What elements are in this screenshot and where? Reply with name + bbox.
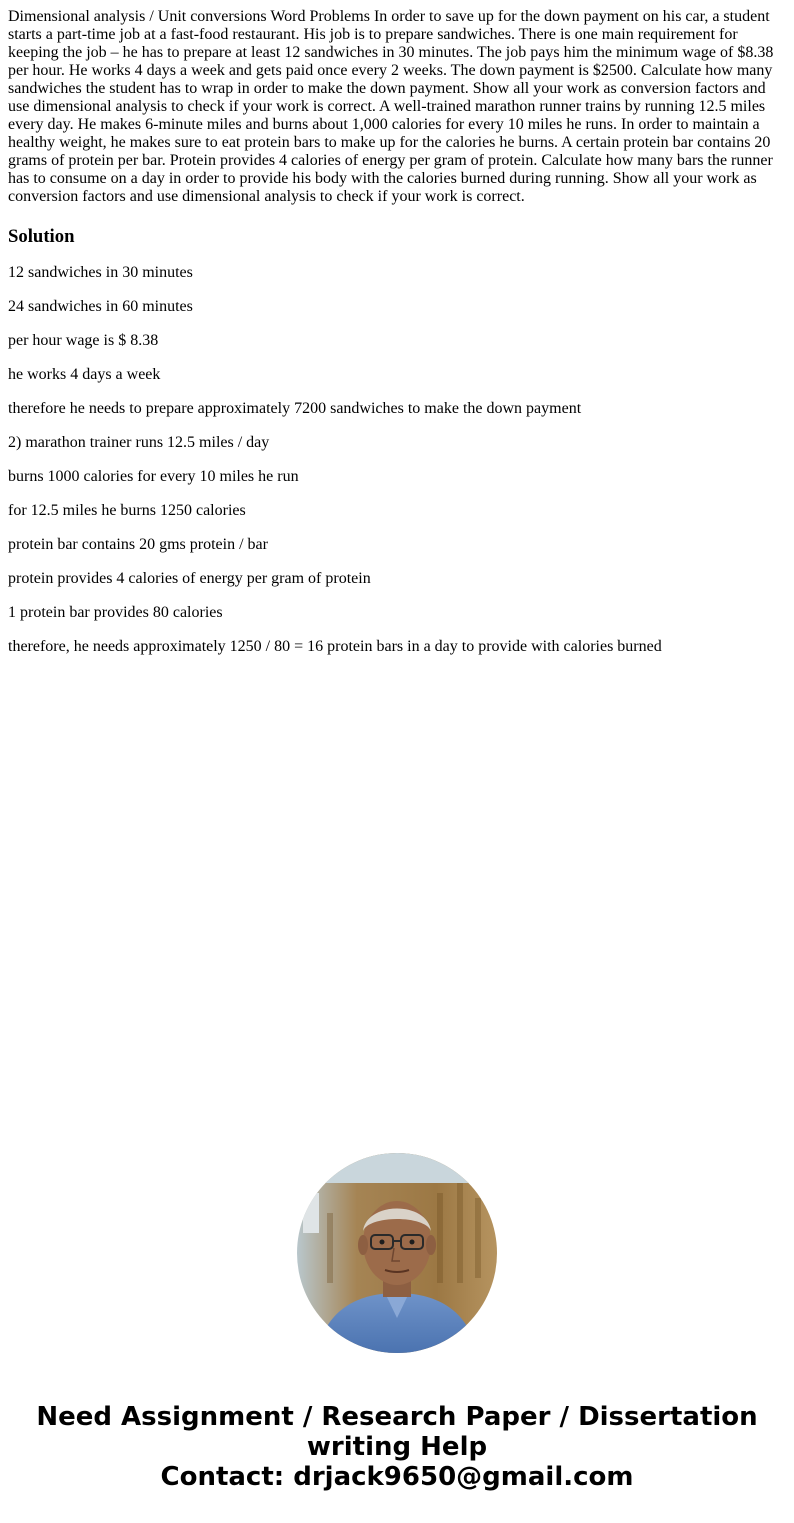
solution-line: he works 4 days a week: [8, 366, 161, 383]
cta-line-1: Need Assignment / Research Paper / Dissertation: [36, 1402, 758, 1432]
solution-line: burns 1000 calories for every 10 miles he run: [8, 468, 299, 485]
cta-line-2: writing Help: [306, 1432, 488, 1462]
solution-list: [8, 264, 778, 656]
solution-line: protein bar contains 20 gms protein / bar: [8, 536, 268, 553]
question-text: Dimensional analysis / Unit conversions Word Problems In order to save up for the down payment on his car, a student starts a part-time job at a fast-food restaurant. His job is to prepare sandwiches. There is one main requirement for keeping the job – he has to prepare at least 12 sandwiches in 30 minutes. The job pays him the minimum wage of $8.38 per hour. He works 4 days a week and gets paid once every 2 weeks. The down payment is $2500. Calculate how many sandwiches the student has to wrap in order to make the down payment. Show all your work as conversion factors and use dimensional analysis to check if your work is correct. A well-trained marathon runner trains by running 12.5 miles every day. He makes 6-minute miles and burns about 1,000 calories for every 10 miles he runs. In order to maintain a healthy weight, he makes sure to eat protein bars to make up for the calories he burns. A certain protein bar contains 20 grams of protein per bar. Protein provides 4 calories of energy per gram of protein. Calculate how many bars the runner has to consume on a day in order to provide his body with the calories burned during running. Show all your work as conversion factors and use dimensional analysis to check if your work is correct.: [8, 8, 774, 205]
solution-line: protein provides 4 calories of energy per gram of protein: [8, 570, 371, 587]
solution-line: therefore, he needs approximately 1250 / 80 = 16 protein bars in a day to provide with calories burned: [8, 638, 662, 655]
solution-line: 24 sandwiches in 60 minutes: [8, 298, 193, 315]
solution-line: for 12.5 miles he burns 1250 calories: [8, 502, 246, 519]
solution-line: 2) marathon trainer runs 12.5 miles / day: [8, 434, 270, 451]
cta-contact-email[interactable]: Contact: drjack9650@gmail.com: [160, 1462, 634, 1492]
solution-line: 1 protein bar provides 80 calories: [8, 604, 223, 621]
document-body: [8, 8, 778, 656]
solution-line: 12 sandwiches in 30 minutes: [8, 264, 193, 281]
author-avatar: [297, 1153, 497, 1353]
person-portrait-icon: [297, 1153, 497, 1353]
contact-banner: [0, 1402, 794, 1492]
solution-heading: Solution: [8, 226, 75, 247]
solution-line: therefore he needs to prepare approximately 7200 sandwiches to make the down payment: [8, 400, 582, 417]
solution-line: per hour wage is $ 8.38: [8, 332, 159, 349]
